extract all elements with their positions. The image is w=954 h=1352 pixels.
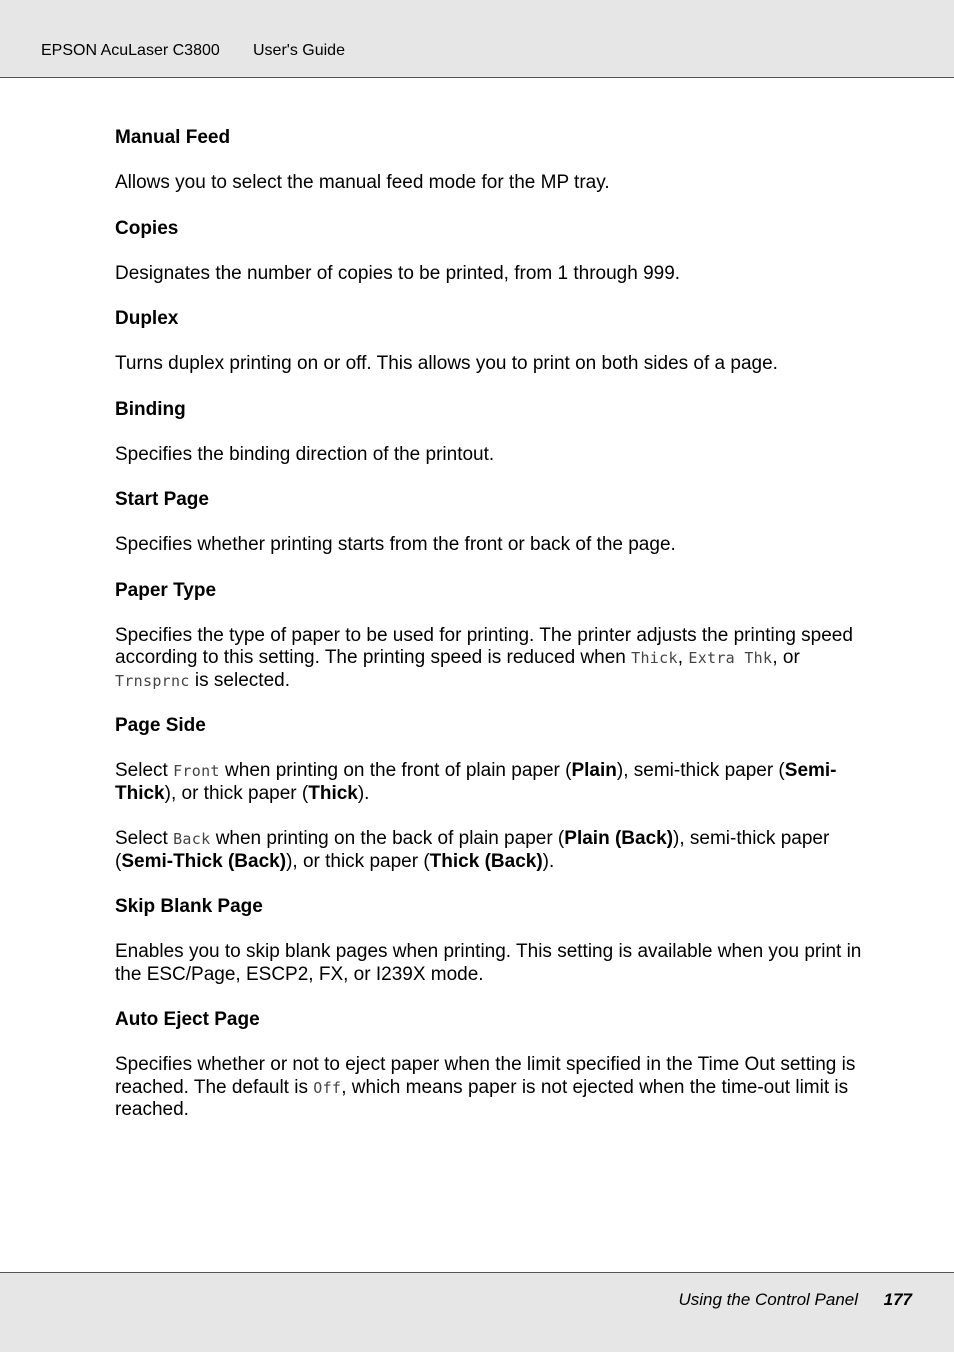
- desc-copies: Designates the number of copies to be printed, from 1 through 999.: [115, 262, 681, 284]
- text: ), or thick paper (: [164, 782, 309, 804]
- heading-skip-blank-page: Skip Blank Page: [115, 896, 263, 917]
- option-trnsprnc: Trnsprnc: [115, 671, 190, 690]
- text: Select: [115, 760, 174, 781]
- separator: , or: [772, 647, 800, 668]
- footer-section-title: Using the Control Panel: [678, 1290, 858, 1309]
- text: ), semi-thick paper (: [115, 828, 830, 872]
- text: , which means paper is not ejected when the time-out limit is reached.: [115, 1076, 849, 1120]
- heading-copies: Copies: [115, 217, 179, 239]
- option-extra-thk: Extra Thk: [688, 649, 773, 667]
- heading-page-side: Page Side: [115, 715, 206, 736]
- paper-semi-thick: Semi-Thick: [115, 760, 837, 804]
- separator: ,: [677, 647, 689, 668]
- heading-duplex: Duplex: [115, 308, 179, 329]
- option-back: Back: [173, 830, 211, 848]
- paper-type-text-a: Specifies the type of paper to be used for printing. The printer adjusts the printing speed according to this setting. The printing speed is reduced when: [115, 624, 853, 668]
- text: Select: [115, 828, 174, 849]
- main-content: [115, 127, 875, 1145]
- desc-page-side-front: [115, 760, 875, 805]
- page-header: [0, 0, 954, 78]
- paper-plain-back: Plain (Back): [564, 828, 674, 849]
- guide-title: User's Guide: [253, 42, 345, 59]
- text: ), or thick paper (: [286, 850, 430, 872]
- product-name: EPSON AcuLaser C3800: [41, 42, 220, 59]
- desc-start-page: Specifies whether printing starts from the front or back of the page.: [115, 534, 676, 555]
- desc-skip-blank-page: Enables you to skip blank pages when printing. This setting is available when you print in the ESC/Page, ESCP2, FX, or I239X mode.: [115, 941, 862, 985]
- desc-page-side-back: [115, 828, 875, 873]
- heading-paper-type: Paper Type: [115, 579, 217, 601]
- heading-auto-eject-page: Auto Eject Page: [115, 1009, 260, 1030]
- page-footer: [0, 1272, 954, 1352]
- paper-plain: Plain: [571, 760, 617, 781]
- heading-start-page: Start Page: [115, 489, 209, 510]
- text: when printing on the front of plain paper (: [219, 760, 572, 781]
- desc-duplex: Turns duplex printing on or off. This allows you to print on both sides of a page.: [115, 353, 778, 374]
- option-thick: Thick: [631, 649, 678, 667]
- desc-paper-type: [115, 625, 875, 693]
- option-front: Front: [173, 762, 220, 780]
- heading-binding: Binding: [115, 398, 186, 420]
- heading-manual-feed: Manual Feed: [115, 127, 231, 148]
- option-off: Off: [313, 1078, 342, 1097]
- desc-binding: Specifies the binding direction of the printout.: [115, 443, 495, 465]
- desc-manual-feed: Allows you to select the manual feed mode for the MP tray.: [115, 172, 610, 193]
- page-number: 177: [883, 1290, 912, 1309]
- text: when printing on the back of plain paper (: [210, 828, 565, 849]
- paper-semi-thick-back: Semi-Thick (Back): [121, 850, 287, 872]
- text: ).: [542, 850, 555, 872]
- text: Specifies whether or not to eject paper when the limit specified in the Time Out setting is reached. The default is: [115, 1054, 856, 1098]
- text: ).: [357, 782, 370, 804]
- paper-thick: Thick: [308, 782, 358, 804]
- paper-thick-back: Thick (Back): [429, 850, 543, 872]
- desc-auto-eject-page: [115, 1054, 875, 1122]
- text: ), semi-thick paper (: [616, 760, 785, 781]
- paper-type-text-b: is selected.: [189, 669, 290, 691]
